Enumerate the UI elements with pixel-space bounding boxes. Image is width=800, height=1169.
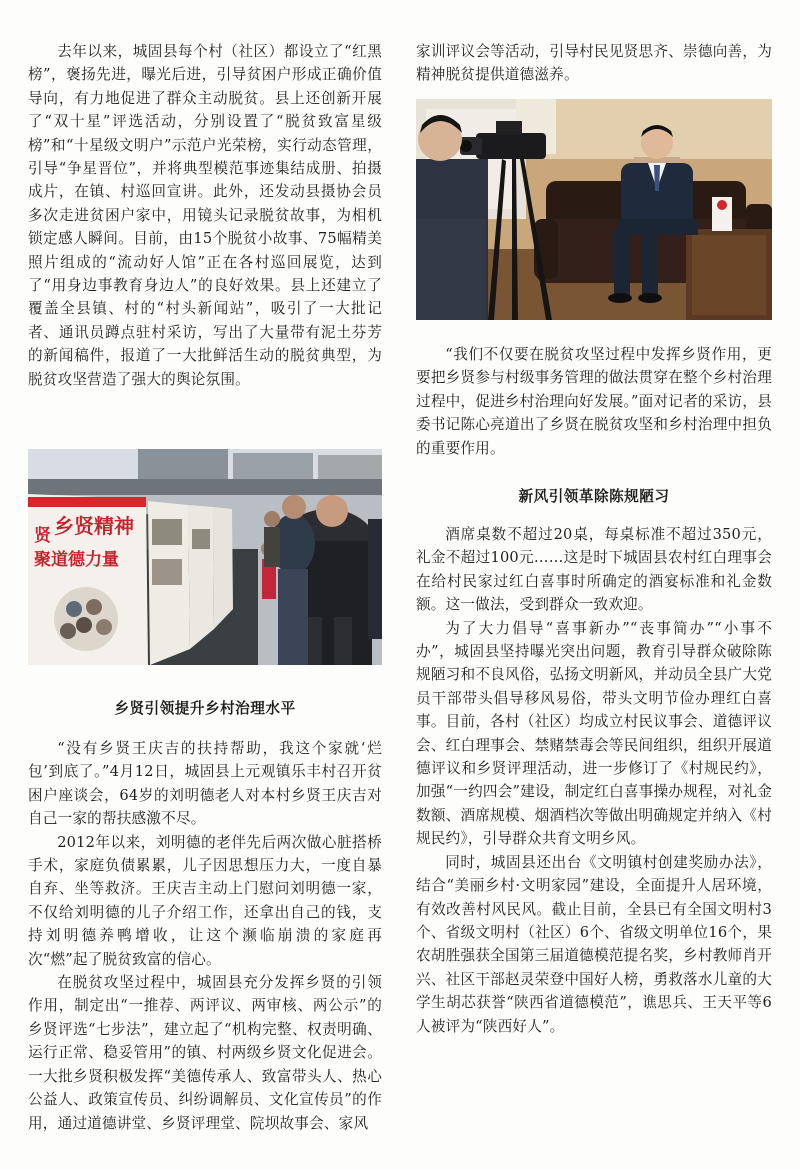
paragraph-liu-mingde-story: 2012年以来，刘明德的老伴先后两次做心脏搭桥手术，家庭负债累累，儿子因思想压力大，一度自暴自弃、坐等救济。王庆吉主动上门慰问刘明德一家，不仅给刘明德的儿子介绍工作，还拿出自己的钱，支持刘明德养鸭增收，让这个濒临崩溃的家庭再次“燃”起了脱贫致富的信心。 — [28, 833, 382, 968]
paragraph-sage-mechanism-continued: 家训评议会等活动，引导村民见贤思齐、崇德向善，为精神脱贫提供道德滋养。 — [416, 43, 772, 84]
heading-new-customs: 新风引领革除陈规陋习 — [518, 488, 670, 505]
paragraph-civilized-villages: 同时，城固县还出台《文明镇村创建奖励办法》，结合“美丽乡村·文明家园”建设，全面提升人居环境，有效改善村风民风。截止目前，全县已有全国文明村3个、省级文明村（社区）6个、省级文明单位16个，果农胡胜强获全国第三届道德模范提名奖，乡村教师肖开兴、社区干部赵灵荣登中国好人榜，勇救落水儿童的大学生胡芯获誉“陕西省道德模范”，谯思兵、王天平等6人被评为“陕西好人”。 — [416, 853, 772, 1035]
board-text-prefix: 贤 — [34, 526, 51, 546]
right-column — [416, 0, 772, 1035]
paragraph-red-black-list: 去年以来，城固县每个村（社区）都设立了“红黑榜”，褒扬先进，曝光后进，引导贫困户形成正确价值导向，有力地促进了群众主动脱贫。县上还创新开展了“双十星”评选活动，分别设置了“脱贫致富星级榜”和“十星级文明户”示范户光荣榜，实行动态管理，引导“争星晋位”，并将典型模范事迹集结成册、拍摄成片，在镇、村巡回宣讲。此外，还发动县摄协会员多次走进贫困户家中，用镜头记录脱贫故事，为相机锁定感人瞬间。目前，由15个脱贫小故事、75幅精美照片组成的“流动好人馆”正在各村巡回展览，达到了“用身边事教育身边人”的良好效果。县上还建立了覆盖全县镇、村的“村头新闻站”，吸引了一大批记者、通讯员蹲点驻村采访，写出了大量带有泥土芬芳的新闻稿件，报道了一大批鲜活生动的脱贫典型，为脱贫攻坚营造了强大的舆论氛围。 — [28, 43, 382, 388]
interview-photo — [416, 99, 772, 320]
exhibition-photo-image — [28, 449, 382, 665]
heading-village-sages: 乡贤引领提升乡村治理水平 — [114, 700, 296, 717]
paragraph-sage-mechanism: 在脱贫攻坚过程中，城固县充分发挥乡贤的引领作用，制定出“一推荐、两评议、两审核、两公示”的乡贤评选“七步法”，建立起了“机构完整、权责明确、运行正常、稳妥管用”的镇、村两级乡贤文化促进会。一大批乡贤积极发挥“美德传承人、致富带头人、热心公益人、政策宣传员、纠纷调解员、文化宣传员”的作用，通过道德讲堂、乡贤评理堂、院坝故事会、家风 — [28, 974, 382, 1132]
board-text-spirit: 乡贤精神 — [54, 514, 134, 538]
paragraph-liu-mingde-quote: “没有乡贤王庆吉的扶持帮助，我这个家就‘烂包’到底了。”4月12日，城固县上元观镇乐丰村召开贫困户座谈会，64岁的刘明德老人对本村乡贤王庆吉对自己一家的帮扶感激不尽。 — [28, 740, 382, 828]
left-column — [28, 0, 382, 1132]
paragraph-party-secretary-quote: “我们不仅要在脱贫攻坚过程中发挥乡贤作用，更要把乡贤参与村级事务管理的做法贯穿在整个乡村治理过程中，促进乡村治理向好发展。”面对记者的采访，县委书记陈心亮道出了乡贤在脱贫攻坚和乡村治理中担负的重要作用。 — [416, 346, 772, 457]
paragraph-banquet-standards: 酒席桌数不超过20桌，每桌标准不超过350元，礼金不超过100元……这是时下城固县农村红白理事会在给村民家过红白喜事时所确定的酒宴标准和礼金数额。这一做法，受到群众一致欢迎。 — [416, 526, 772, 614]
board-text-moral: 聚道德力量 — [34, 550, 119, 570]
exhibition-photo — [28, 449, 382, 665]
interview-photo-image — [416, 99, 772, 320]
paragraph-customs-reform: 为了大力倡导“喜事新办”“丧事简办”“小事不办”，城固县坚持曝光突出问题，教育引导群众破除陈规陋习和不良风俗，弘扬文明新风，并动员全县广大党员干部带头倡导移风易俗，带头文明节俭办理红白喜事。目前，各村（社区）均成立村民议事会、道德评议会、红白理事会、禁赌禁毒会等民间组织，组织开展道德评议和乡贤评理活动，进一步修订了《村规民约》，加强“一约四会”建设，制定红白喜事操办规程，对礼金数额、酒席规模、烟酒档次等做出明确规定并纳入《村规民约》，引导群众共育文明乡风。 — [416, 619, 772, 848]
